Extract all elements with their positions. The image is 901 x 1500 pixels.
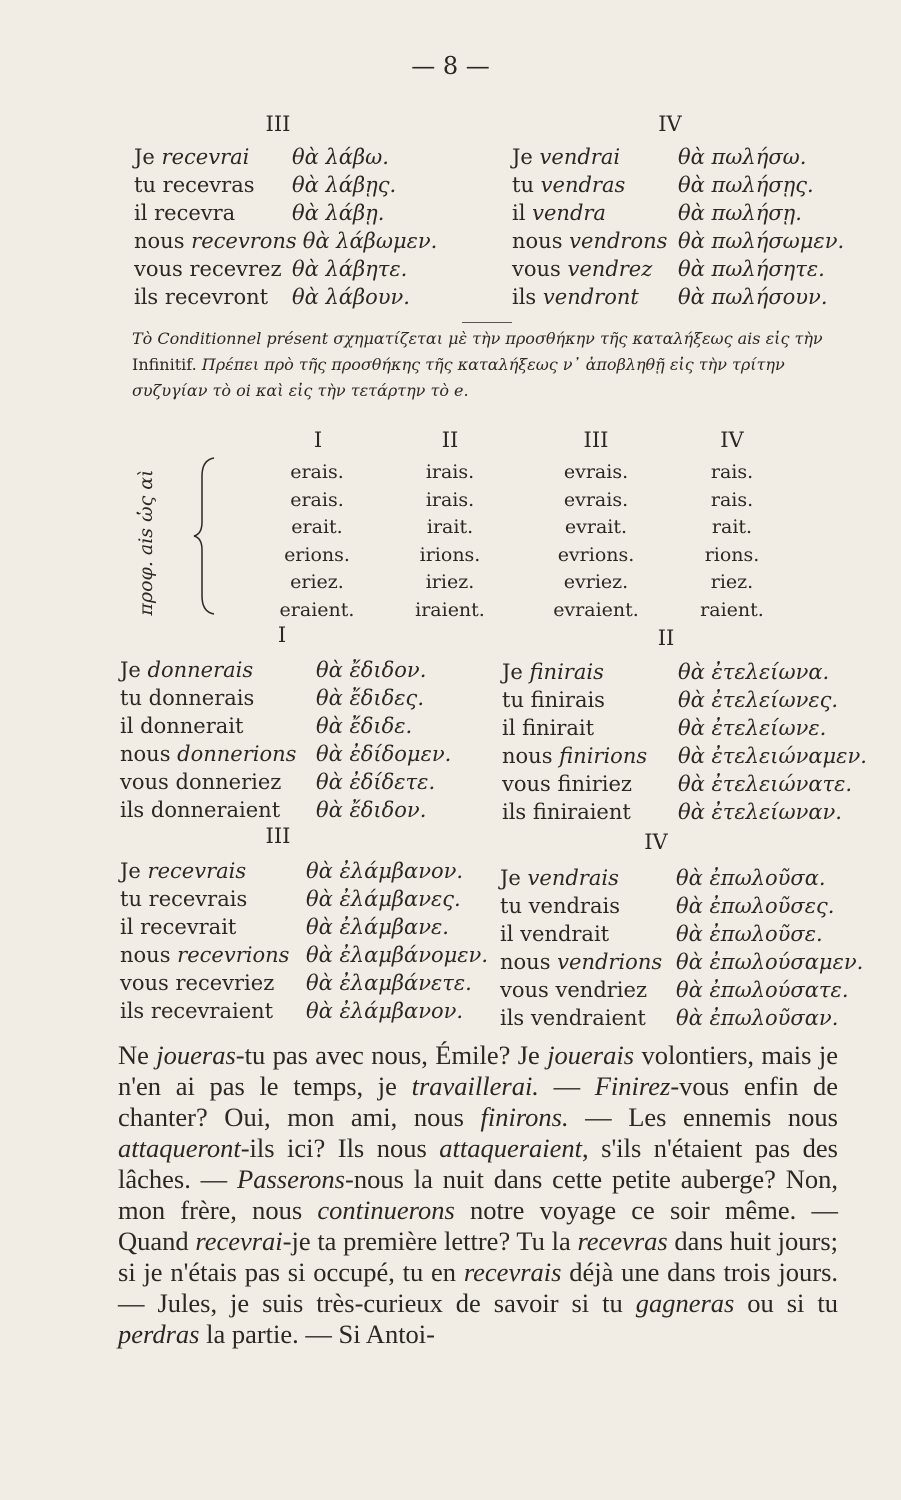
conjugation-line (500, 976, 863, 1004)
greek-translation: θὰ ἐπωλοῦσε. (676, 922, 823, 946)
pronoun: il (120, 915, 134, 939)
text-run: -vous enfin de chanter? Oui, mon ami, nous (118, 1071, 838, 1132)
pronoun: nous (512, 229, 563, 253)
conjugation-line (512, 283, 844, 311)
greek-translation: θὰ λάβητε. (292, 257, 408, 281)
conjugation-line (502, 742, 867, 770)
pronoun: Je (120, 658, 141, 682)
conditional-iii-block (120, 857, 488, 1025)
note-term: Conditionnel présent (157, 329, 329, 348)
emphasized-verb: attaqueront (118, 1133, 241, 1163)
conjugation-line (500, 948, 863, 976)
conjugation-line (120, 969, 488, 997)
french-form (120, 796, 310, 824)
verb-form: donnerais (148, 686, 255, 710)
verb-form: vendrions (557, 950, 663, 974)
french-form (512, 143, 672, 171)
emphasized-verb: Passerons (237, 1164, 345, 1194)
text-run: notre voyage ce soir même. — Quand (118, 1195, 838, 1256)
conjugation-line (502, 686, 867, 714)
verb-form: vendrais (527, 866, 619, 890)
greek-translation: θὰ ἐπωλούσατε. (676, 978, 849, 1002)
french-form (512, 227, 672, 255)
verb-form: recevrions (177, 943, 290, 967)
note-part: καὶ εἰς τὴν τετάρτην τὸ (250, 381, 455, 400)
conjugation-line (120, 941, 488, 969)
french-form (120, 969, 300, 997)
ending-cell: evrais. (563, 488, 629, 511)
greek-translation: θὰ πωλήσω. (678, 145, 807, 169)
ending-cell: erais. (290, 488, 344, 511)
pronoun: nous (120, 742, 171, 766)
conjugation-line (134, 143, 437, 171)
ending-cell: erait. (291, 516, 343, 538)
conjugation-line (512, 143, 844, 171)
conjugation-line (512, 255, 844, 283)
note-part: Πρέπει πρὸ τῆς προσθήκης τῆς καταλήξεως ν᾿ ἀποβληθῇ εἰς τὴν τρίτην συζυγίαν τὸ (132, 355, 785, 400)
endings-column-i (262, 459, 372, 624)
pronoun: nous (134, 229, 185, 253)
greek-translation: θὰ ἐδίδομεν. (316, 742, 452, 766)
conditional-iv-block (500, 864, 863, 1032)
emphasized-verb: recevrais (463, 1257, 562, 1287)
verb-form: recevra (154, 201, 236, 225)
verb-form: recevrais (147, 859, 247, 883)
text-run: , s'ils n'étaient pas des lâches. — (118, 1133, 838, 1194)
note-part: Τὸ (132, 329, 158, 348)
pronoun: il (502, 716, 516, 740)
french-form (512, 283, 672, 311)
note-term: ais (737, 329, 761, 348)
greek-translation: θὰ ἐλαμβάνομεν. (306, 943, 488, 967)
french-form (512, 255, 672, 283)
verb-form: recevrait (140, 915, 237, 939)
pronoun: tu (500, 894, 522, 918)
endings-header-i: I (313, 428, 323, 452)
conditional-i-label: I (277, 623, 287, 647)
french-form (500, 948, 670, 976)
text-run: — Les ennemis nous (568, 1102, 838, 1132)
verb-form: vendraient (530, 1006, 646, 1030)
conjugation-line (120, 997, 488, 1025)
greek-translation: θὰ ἔδιδε. (316, 714, 413, 738)
pronunciation-side-label: προφ. ais ὡς αὶ (135, 469, 157, 616)
greek-translation: θὰ λάβωμεν. (302, 229, 438, 253)
french-form (500, 864, 670, 892)
french-form (502, 686, 672, 714)
greek-translation: θὰ ἐλάμβανε. (306, 915, 449, 939)
conjugation-line (120, 712, 451, 740)
emphasized-verb: Finirez (594, 1071, 671, 1101)
verb-form: recevrons (191, 229, 297, 253)
verb-form: donnerais (147, 658, 254, 682)
french-form (120, 768, 310, 796)
verb-form: recevriez (175, 971, 275, 995)
ending-cell: eriez. (290, 571, 344, 593)
future-iv-label: IV (658, 112, 682, 136)
verb-form: recevrai (161, 145, 250, 169)
french-form (120, 712, 310, 740)
french-form (502, 798, 672, 826)
ending-cell: erions. (284, 543, 350, 566)
french-form (120, 740, 310, 768)
french-form (134, 171, 286, 199)
future-iii-label: III (265, 112, 291, 136)
pronoun: tu (502, 688, 524, 712)
endings-column-iv (677, 459, 787, 624)
conjugation-line (500, 1004, 863, 1032)
ending-cell: evrait. (564, 516, 628, 538)
pronoun: Je (500, 866, 521, 890)
verb-form: vendrons (569, 229, 668, 253)
french-form (120, 684, 310, 712)
pronoun: Je (120, 859, 141, 883)
pronoun: vous (134, 257, 183, 281)
greek-translation: θὰ πωλήσουν. (678, 285, 828, 309)
conjugation-line (120, 684, 451, 712)
french-form (134, 255, 286, 283)
text-run: ou si tu (734, 1288, 838, 1318)
french-form (500, 892, 670, 920)
ending-cell: rais. (710, 488, 754, 511)
ending-cell: erais. (290, 461, 344, 483)
text-run: Ne (118, 1040, 157, 1070)
french-form (134, 143, 286, 171)
ending-cell: rais. (710, 461, 754, 483)
greek-translation: θὰ ἐπωλοῦσες. (676, 894, 835, 918)
verb-form: vendrez (567, 257, 653, 281)
pronoun: Je (512, 145, 533, 169)
conjugation-line (120, 768, 451, 796)
emphasized-verb: perdras (118, 1319, 200, 1349)
verb-form: donnerions (177, 742, 297, 766)
greek-translation: θὰ ἐπωλοῦσαν. (676, 1006, 839, 1030)
exercise-paragraph (118, 1040, 838, 1350)
greek-translation: θὰ ἐπωλούσαμεν. (676, 950, 864, 974)
french-form (500, 1004, 670, 1032)
french-form (502, 742, 672, 770)
conjugation-line (120, 796, 451, 824)
future-iv-block (512, 143, 844, 311)
greek-translation: θὰ πωλήσωμεν. (678, 229, 845, 253)
conjugation-line (512, 199, 844, 227)
endings-header-ii: II (441, 428, 459, 452)
ending-cell: iraient. (415, 598, 485, 621)
french-form (512, 199, 672, 227)
conjugation-line (120, 857, 488, 885)
french-form (120, 997, 300, 1025)
conjugation-line (120, 740, 451, 768)
pronoun: tu (120, 887, 142, 911)
ending-cell: irais. (425, 461, 475, 483)
conditional-ii-label: II (657, 626, 675, 650)
endings-header-iv: IV (720, 428, 744, 452)
note-term: e. (454, 381, 469, 400)
greek-translation: θὰ ἐλάμβανον. (306, 999, 464, 1023)
text-run: volontiers, mais je n'en ai pas le temps, je (118, 1040, 838, 1101)
endings-column-ii (395, 459, 505, 624)
greek-translation: θὰ πωλήσητε. (678, 257, 825, 281)
page-number: — 8 — (411, 52, 490, 80)
text-run: -tu pas avec nous, Émile? Je (235, 1040, 548, 1070)
verb-form: donnerait (140, 714, 244, 738)
pronoun: ils (500, 1006, 525, 1030)
endings-column-iii (541, 459, 651, 624)
french-form (120, 656, 310, 684)
text-run: -ils ici? Ils nous (240, 1133, 440, 1163)
emphasized-verb: jouerais (547, 1040, 635, 1070)
verb-form: finirais (529, 660, 604, 684)
ending-cell: riez. (710, 571, 754, 593)
verb-form: donneriez (175, 770, 282, 794)
conjugation-line (120, 885, 488, 913)
conjugation-line (120, 913, 488, 941)
greek-translation: θὰ ἐτελείωναν. (678, 800, 842, 824)
conjugation-line (502, 798, 867, 826)
conjugation-line (500, 920, 863, 948)
ending-cell: irions. (419, 543, 481, 566)
greek-translation: θὰ ἐτελείωνε. (678, 716, 827, 740)
emphasized-verb: joueras (156, 1040, 236, 1070)
ending-cell: eraient. (279, 598, 355, 621)
verb-form: recevras (162, 173, 255, 197)
french-form (120, 913, 300, 941)
conjugation-line (134, 283, 437, 311)
pronoun: il (512, 201, 526, 225)
verb-form: vendra (532, 201, 606, 225)
verb-form: finirais (530, 688, 605, 712)
ending-cell: evriez. (563, 571, 629, 593)
pronoun: ils (134, 285, 159, 309)
greek-translation: θὰ ἐλάμβανον. (306, 859, 464, 883)
pronoun: nous (500, 950, 551, 974)
emphasized-verb: gagneras (635, 1288, 735, 1318)
text-run: -je ta première lettre? Tu la (282, 1226, 578, 1256)
greek-translation: θὰ ἐδίδετε. (316, 770, 436, 794)
greek-translation: θὰ ἔδιδον. (316, 658, 427, 682)
emphasized-verb: travaillerai. (411, 1071, 539, 1101)
greek-translation: θὰ ἐπωλοῦσα. (676, 866, 826, 890)
conjugation-line (120, 656, 451, 684)
note-part: σχηματίζεται μὲ τὴν προσθήκην τῆς καταλήξεως (328, 329, 738, 348)
greek-translation: θὰ πωλήσῃ. (678, 201, 802, 225)
ending-cell: evraient. (553, 598, 639, 621)
pronoun: il (120, 714, 134, 738)
pronoun: il (134, 201, 148, 225)
greek-translation: θὰ ἔδιδον. (316, 798, 427, 822)
french-form (134, 283, 286, 311)
french-form (502, 658, 672, 686)
greek-translation: θὰ ἐτελείωνες. (678, 688, 839, 712)
conjugation-line (134, 199, 437, 227)
french-form (500, 920, 670, 948)
conjugation-line (134, 255, 437, 283)
pronoun: tu (134, 173, 156, 197)
note-term: Infinitif. (132, 355, 197, 374)
french-form (134, 199, 286, 227)
ending-cell: irais. (425, 488, 475, 511)
endings-header-iii: III (583, 428, 609, 452)
emphasized-verb: attaqueraient (439, 1133, 583, 1163)
greek-translation: θὰ ἐλαμβάνετε. (306, 971, 472, 995)
greek-translation: θὰ λάβῃ. (292, 201, 385, 225)
greek-translation: θὰ ἐλάμβανες. (306, 887, 461, 911)
verb-form: recevraient (150, 999, 274, 1023)
verb-form: finirait (522, 716, 595, 740)
conjugation-line (512, 227, 844, 255)
french-form (500, 976, 670, 1004)
pronoun: vous (502, 772, 551, 796)
pronoun: vous (120, 971, 169, 995)
note-term: oi (236, 381, 251, 400)
conjugation-line (502, 770, 867, 798)
greek-translation: θὰ ἐτελείωνα. (678, 660, 830, 684)
greek-translation: θὰ λάβῃς. (292, 173, 397, 197)
emphasized-verb: finirons. (480, 1102, 569, 1132)
verb-form: vendriez (555, 978, 648, 1002)
pronoun: Je (134, 145, 155, 169)
left-brace (192, 456, 216, 616)
french-form (120, 857, 300, 885)
future-iii-block (134, 143, 437, 311)
pronoun: il (500, 922, 514, 946)
conditional-i-block (120, 656, 451, 824)
conjugation-line (134, 171, 437, 199)
verb-form: vendrais (528, 894, 620, 918)
verb-form: recevrez (189, 257, 282, 281)
french-form (502, 770, 672, 798)
verb-form: finirions (559, 744, 648, 768)
french-form (120, 941, 300, 969)
ending-cell: evrais. (563, 461, 629, 483)
emphasized-verb: continuerons (317, 1195, 455, 1225)
ending-cell: irait. (426, 516, 474, 538)
ending-cell: rions. (704, 543, 760, 566)
conjugation-line (512, 171, 844, 199)
greek-translation: θὰ λάβω. (292, 145, 389, 169)
conditional-iv-label: IV (644, 830, 668, 854)
emphasized-verb: recevrai (195, 1226, 283, 1256)
french-form (502, 714, 672, 742)
verb-form: vendras (540, 173, 626, 197)
verb-form: donneraient (150, 798, 281, 822)
pronoun: nous (502, 744, 553, 768)
ending-cell: raient. (700, 598, 764, 621)
pronoun: nous (120, 943, 171, 967)
pronoun: vous (512, 257, 561, 281)
text-run: la partie. — Si Antoi- (199, 1319, 435, 1349)
conjugation-line (500, 864, 863, 892)
pronoun: Je (502, 660, 523, 684)
pronoun: ils (502, 800, 527, 824)
conjugation-line (502, 714, 867, 742)
note-part: εἰς τὴν (760, 329, 823, 348)
greek-translation: θὰ ἐτελειώναμεν. (678, 744, 867, 768)
pronoun: ils (512, 285, 537, 309)
greek-translation: θὰ λάβουν. (292, 285, 410, 309)
french-form (134, 227, 297, 255)
greek-translation: θὰ πωλήσῃς. (678, 173, 814, 197)
pronoun: tu (120, 686, 142, 710)
pronoun: ils (120, 798, 145, 822)
pronoun: ils (120, 999, 145, 1023)
conjugation-line (502, 658, 867, 686)
conditional-iii-label: III (265, 824, 291, 848)
verb-form: vendront (542, 285, 639, 309)
text-run: — (538, 1071, 595, 1101)
ending-cell: evrions. (557, 543, 635, 566)
pronoun: vous (120, 770, 169, 794)
conjugation-line (134, 227, 437, 255)
ending-cell: iriez. (425, 571, 475, 593)
verb-form: finiraient (532, 800, 631, 824)
conditional-note (132, 326, 852, 404)
divider-rule (462, 322, 512, 323)
verb-form: finiriez (557, 772, 632, 796)
text-run: -nous la nuit dans cette petite auberge? Non, mon frère, nous (118, 1164, 838, 1225)
text-run: déjà une dans trois jours. — Jules, je suis très-curieux de savoir si tu (118, 1257, 839, 1318)
french-form (512, 171, 672, 199)
french-form (120, 885, 300, 913)
verb-form: vendrait (520, 922, 610, 946)
text-run: dans huit jours; si je n'étais pas si occupé, tu en (118, 1226, 838, 1287)
greek-translation: θὰ ἐτελειώνατε. (678, 772, 853, 796)
conditional-ii-block (502, 658, 867, 826)
verb-form: vendrai (539, 145, 621, 169)
greek-translation: θὰ ἔδιδες. (316, 686, 424, 710)
verb-form: recevrais (148, 887, 248, 911)
pronoun: tu (512, 173, 534, 197)
emphasized-verb: recevras (577, 1226, 668, 1256)
ending-cell: rait. (711, 516, 753, 538)
conjugation-line (500, 892, 863, 920)
verb-form: recevront (164, 285, 269, 309)
pronoun: vous (500, 978, 549, 1002)
